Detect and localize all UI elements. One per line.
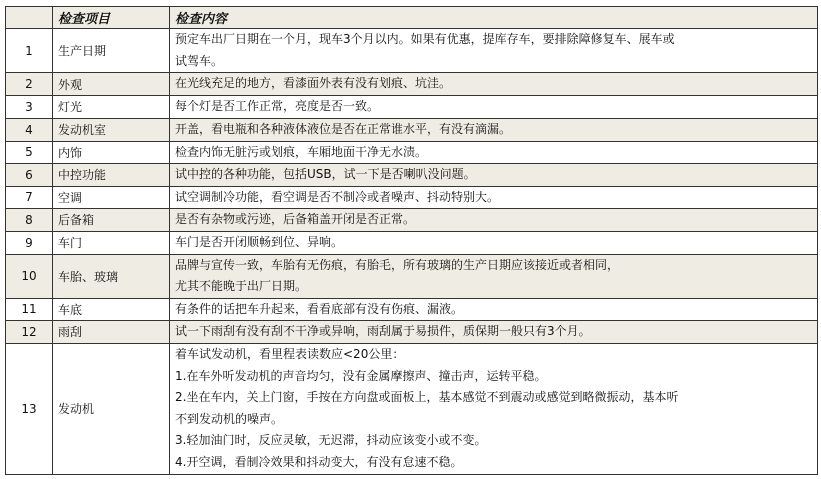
row-content-cell[interactable] — [170, 73, 818, 96]
header-content[interactable]: 检查内容 — [170, 7, 818, 29]
row-number-cell[interactable]: 12 — [6, 321, 53, 344]
table-row — [6, 164, 818, 187]
row-item-cell[interactable]: 灯光 — [53, 96, 170, 119]
row-number-cell[interactable]: 5 — [6, 141, 53, 164]
table-row — [6, 209, 818, 232]
table-row — [6, 343, 818, 474]
table-row — [6, 29, 818, 73]
content-line: 2.坐在车内，关上门窗，手按在方向盘或面板上，基本感觉不到震动或感觉到略微振动，基本听 — [175, 390, 679, 404]
header-number-cell[interactable] — [6, 7, 53, 29]
content-line: 尤其不能晚于出厂日期。 — [175, 279, 308, 293]
row-item-cell[interactable]: 车底 — [53, 298, 170, 321]
table-row — [6, 96, 818, 119]
row-content-cell[interactable] — [170, 186, 818, 209]
content-line: 试空调制冷功能，看空调是否不制冷或者噪声、抖动特别大。 — [175, 189, 500, 204]
row-number-cell[interactable]: 4 — [6, 118, 53, 141]
row-number-cell[interactable]: 7 — [6, 186, 53, 209]
content-line: 试驾车。 — [175, 53, 224, 68]
content-line: 1.在车外听发动机的声音均匀，没有金属摩擦声、撞击声，运转平稳。 — [175, 368, 547, 383]
row-item-cell[interactable]: 车胎、玻璃 — [53, 254, 170, 298]
content-line: 预定车出厂日期在一个月，现车3个月以内。如果有优惠，提库存车，要排除障修复车、展车或 — [175, 32, 675, 46]
table-row — [6, 254, 818, 298]
table-row — [6, 231, 818, 254]
table-row — [6, 186, 818, 209]
row-item-cell[interactable]: 空调 — [53, 186, 170, 209]
content-line: 车门是否开闭顺畅到位、异响。 — [175, 234, 344, 249]
content-line: 着车试发动机，看里程表读数应<20公里： — [175, 347, 405, 361]
row-number-cell[interactable]: 6 — [6, 164, 53, 187]
table-body — [6, 29, 818, 475]
row-content-cell[interactable] — [170, 164, 818, 187]
row-content-cell[interactable] — [170, 141, 818, 164]
header-row — [6, 7, 818, 29]
row-content-cell[interactable] — [170, 254, 818, 298]
row-number-cell[interactable]: 11 — [6, 298, 53, 321]
row-content-cell[interactable] — [170, 298, 818, 321]
row-content-cell[interactable] — [170, 96, 818, 119]
row-item-cell[interactable]: 内饰 — [53, 141, 170, 164]
table-row — [6, 321, 818, 344]
table-row — [6, 118, 818, 141]
content-line: 3.轻加油门时，反应灵敏，无迟滞，抖动应该变小或不变。 — [175, 433, 487, 447]
table-row — [6, 298, 818, 321]
content-line: 试中控的各种功能，包括USB，试一下是否喇叭没问题。 — [175, 167, 476, 181]
content-line: 是否有杂物或污迹，后备箱盖开闭是否正常。 — [175, 212, 416, 226]
row-number-cell[interactable]: 8 — [6, 209, 53, 232]
table-row — [6, 73, 818, 96]
row-item-cell[interactable]: 车门 — [53, 231, 170, 254]
row-content-cell[interactable] — [170, 343, 818, 474]
content-line: 每个灯是否工作正常，亮度是否一致。 — [175, 99, 380, 113]
table-row — [6, 141, 818, 164]
content-line: 在光线充足的地方，看漆面外表有没有划痕、坑洼。 — [175, 76, 452, 91]
row-number-cell[interactable]: 2 — [6, 73, 53, 96]
row-number-cell[interactable]: 10 — [6, 254, 53, 298]
row-number-cell[interactable]: 1 — [6, 29, 53, 73]
content-line: 不到发动机的噪声。 — [175, 411, 284, 426]
row-item-cell[interactable]: 发动机室 — [53, 118, 170, 141]
content-line: 开盖，看电瓶和各种液体液位是否在正常谁水平，有没有滴漏。 — [175, 121, 512, 136]
row-number-cell[interactable]: 3 — [6, 96, 53, 119]
content-line: 4.开空调，看制冷效果和抖动变大，有没有怠速不稳。 — [175, 454, 463, 469]
content-line: 品牌与宣传一致，车胎有无伤痕，有胎毛，所有玻璃的生产日期应该接近或者相同， — [175, 257, 620, 272]
row-number-cell[interactable]: 9 — [6, 231, 53, 254]
row-content-cell[interactable] — [170, 231, 818, 254]
row-item-cell[interactable]: 生产日期 — [53, 29, 170, 73]
header-item[interactable]: 检查项目 — [53, 7, 170, 29]
row-content-cell[interactable] — [170, 209, 818, 232]
row-content-cell[interactable] — [170, 29, 818, 73]
row-item-cell[interactable]: 后备箱 — [53, 209, 170, 232]
content-line: 有条件的话把车升起来，看看底部有没有伤痕、漏液。 — [175, 301, 464, 316]
row-number-cell[interactable]: 13 — [6, 343, 53, 474]
content-line: 试一下雨刮有没有刮不干净或异响，雨刮属于易损件，质保期一般只有3个月。 — [175, 324, 591, 338]
row-item-cell[interactable]: 中控功能 — [53, 164, 170, 187]
row-content-cell[interactable] — [170, 118, 818, 141]
inspection-table — [5, 6, 818, 475]
content-line: 检查内饰无脏污或划痕，车厢地面干净无水渍。 — [175, 144, 428, 159]
row-item-cell[interactable]: 发动机 — [53, 343, 170, 474]
row-content-cell[interactable] — [170, 321, 818, 344]
row-item-cell[interactable]: 外观 — [53, 73, 170, 96]
row-item-cell[interactable]: 雨刮 — [53, 321, 170, 344]
